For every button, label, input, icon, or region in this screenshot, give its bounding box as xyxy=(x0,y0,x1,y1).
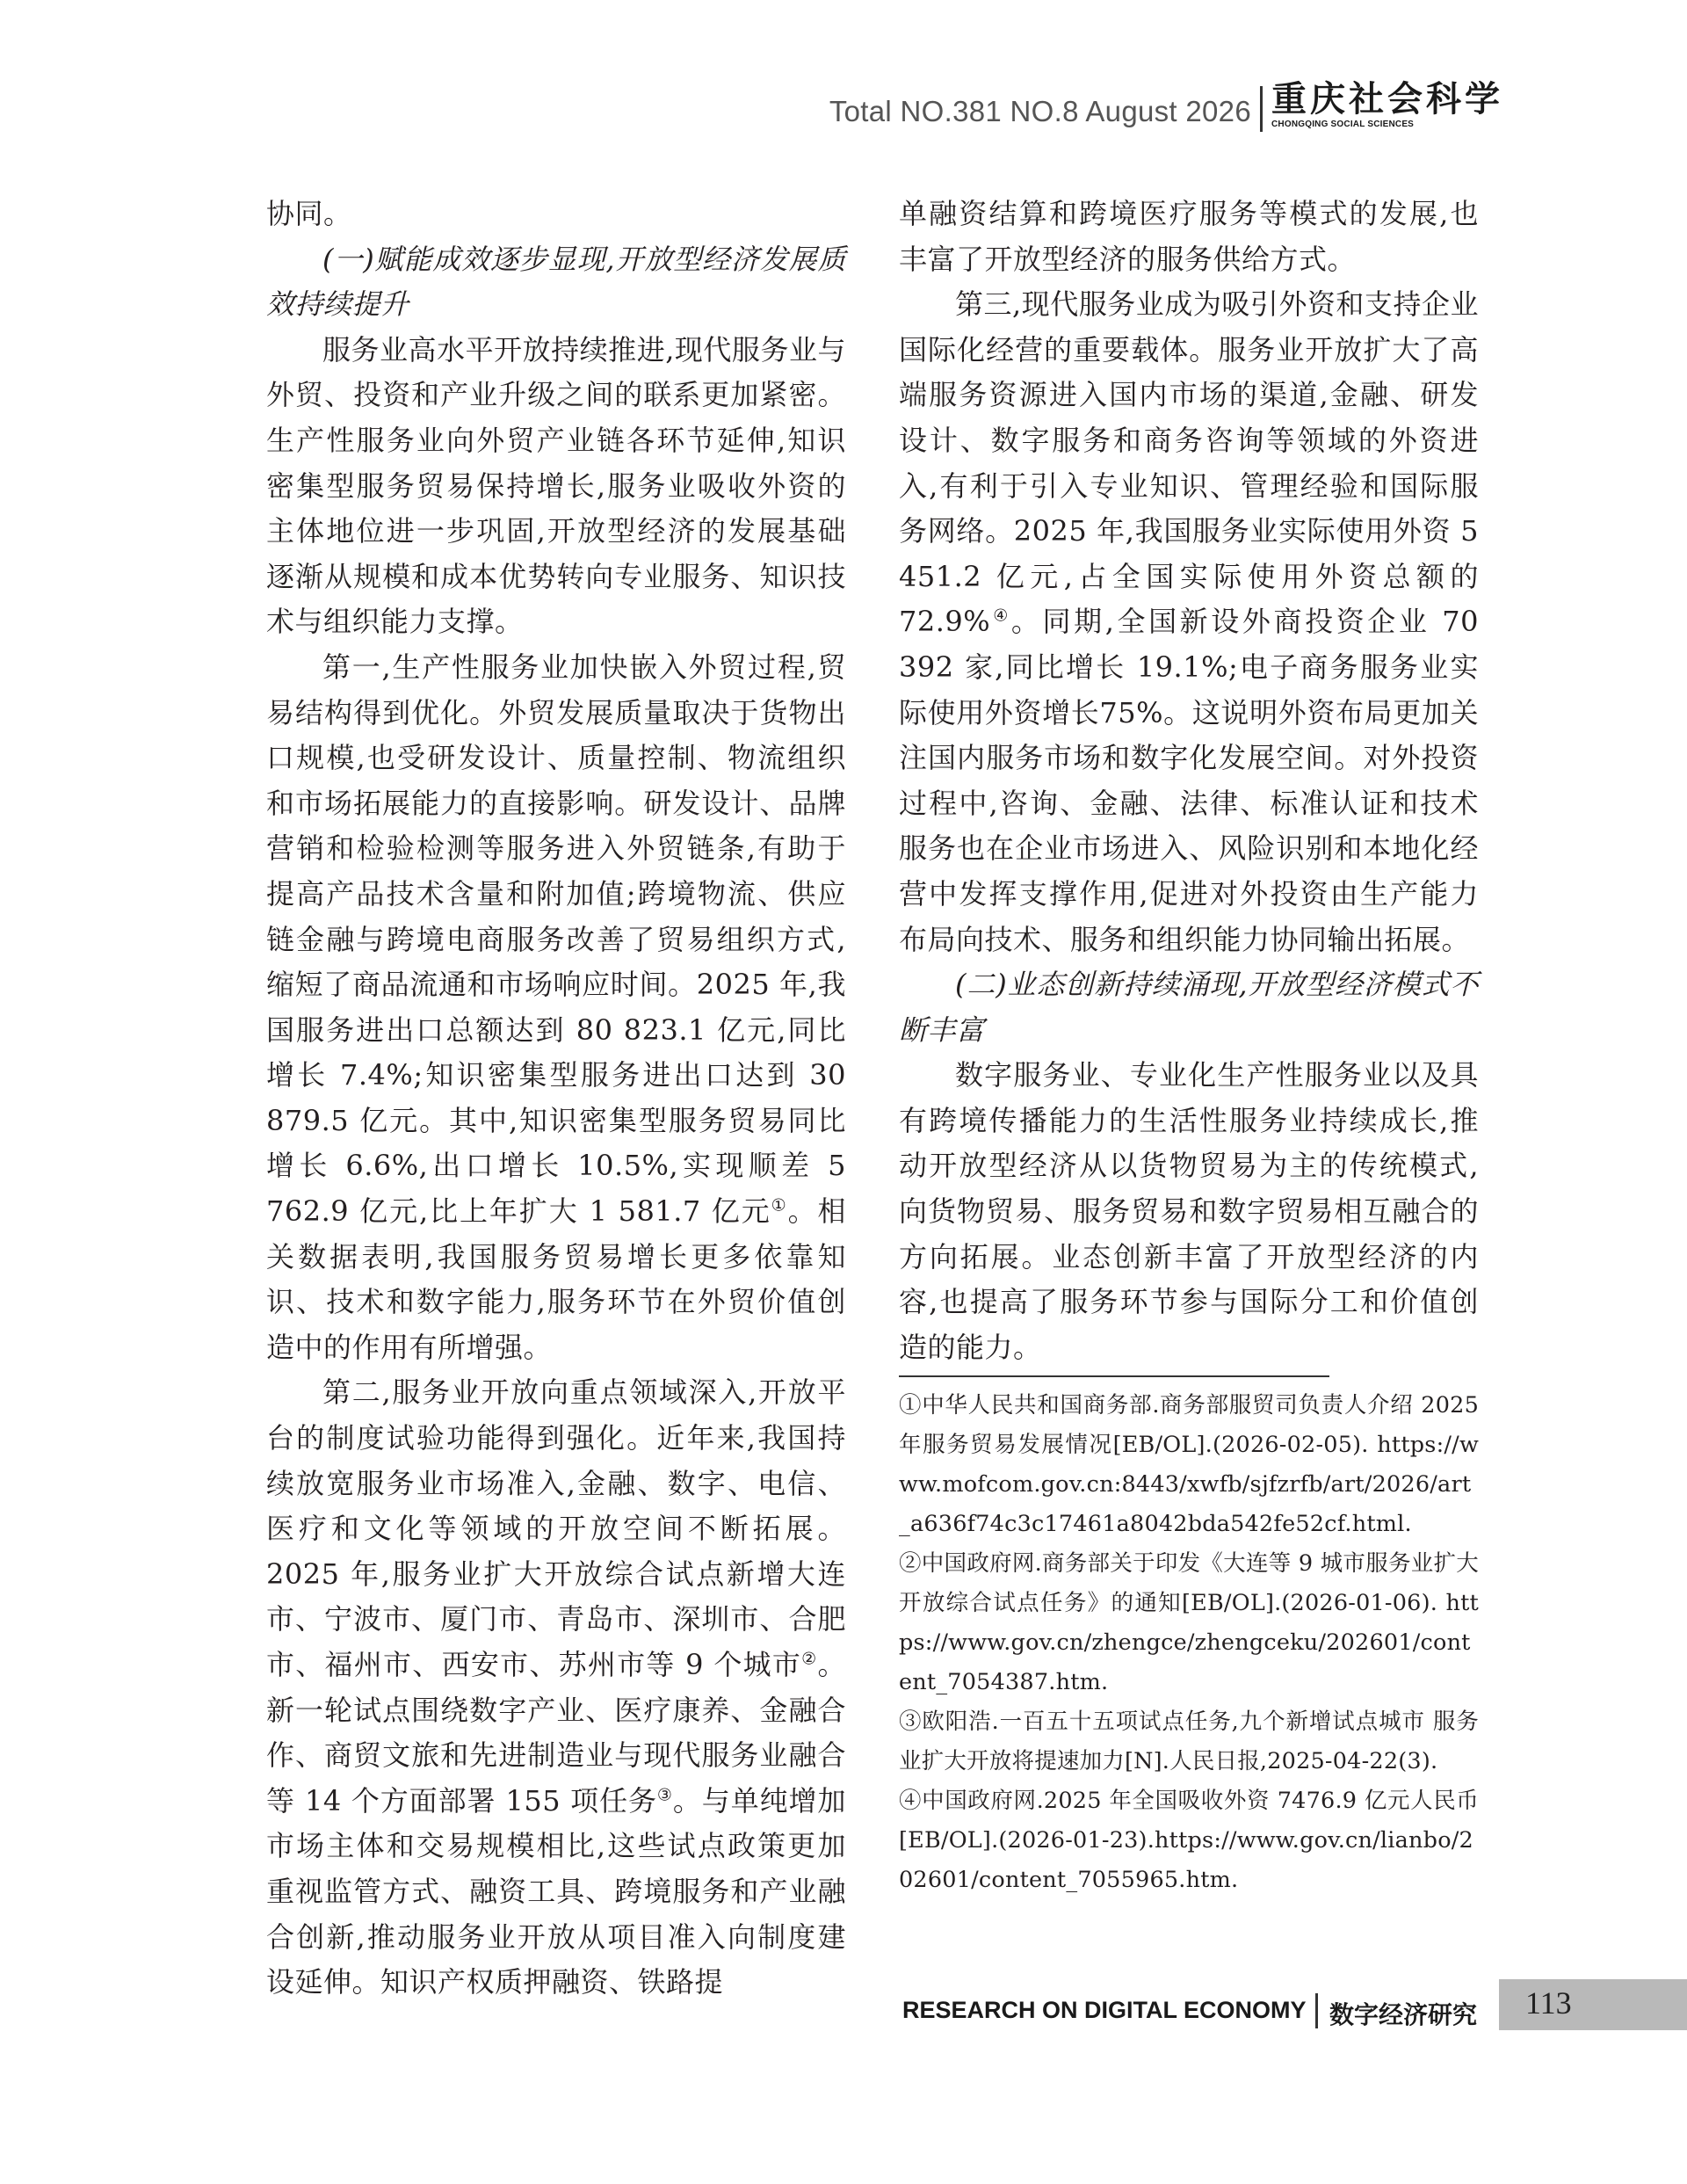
paragraph: 服务业高水平开放持续推进,现代服务业与外贸、投资和产业升级之间的联系更加紧密。生产性服务业向外贸产业链各环节延伸,知识密集型服务贸易保持增长,服务业吸收外资的主体地位进一步巩固,开放型经济的发展基础逐渐从规模和成本优势转向专业服务、知识技术与组织能力支撑。 xyxy=(266,332,846,639)
paragraph-text: 第二,服务业开放向重点领域深入,开放平台的制度试验功能得到强化。近年来,我国持续放宽服务业市场准入,金融、数字、电信、医疗和文化等领域的开放空间不断拓展。2025 年,服务业扩大开放综合试点新增大连市、宁波市、厦门市、青岛市、深圳市、合肥市、福州市、西安市、苏州市等 9 个城市 xyxy=(266,1375,846,1681)
footer-divider xyxy=(1315,1993,1318,2028)
paragraph-text: 。同期,全国新设外商投资企业 70 392 家,同比增长 19.1%;电子商务服务业实际使用外资增长75%。这说明外资布局更加关注国内服务市场和数字化发展空间。对外投资过程中,咨询、金融、法律、标准认证和技术服务也在企业市场进入、风险识别和本地化经营中发挥支撑作用,促进对外投资由生产能力布局向技术、服务和组织能力协同输出拓展。 xyxy=(899,605,1479,956)
footer-journal-cn: 数字经济研究 xyxy=(1329,2000,1478,2029)
paragraph-text: 第三,现代服务业成为吸引外资和支持企业国际化经营的重要载体。服务业开放扩大了高端服务资源进入国内市场的渠道,金融、研发设计、数字服务和商务咨询等领域的外资进入,有利于引入专业知识、管理经验和国际服务网络。2025 年,我国服务业实际使用外资 5 451.2 亿元,占全国实际使用外资总额的 72.9% xyxy=(899,287,1479,639)
footnote: ①中华人民共和国商务部.商务部服贸司负责人介绍 2025 年服务贸易发展情况[EB/OL].(2026-02-05). https://www.mofcom.gov.cn:8443/xwfb/sjfzrfb/art/2026/art_a636f74c3c17461a8042bda542fe52cf.html. xyxy=(899,1392,1479,1538)
left-column xyxy=(266,192,846,2006)
journal-title-cn: 重庆社会科学 xyxy=(1271,78,1503,120)
section-heading: (一)赋能成效逐步显现,开放型经济发展质效持续提升 xyxy=(266,242,846,322)
paragraph-text: 。新一轮试点围绕数字产业、医疗康养、金融合作、商贸文旅和先进制造业与现代服务业融合等 14 个方面部署 155 项任务 xyxy=(266,1648,846,1818)
footnote-ref: ① xyxy=(771,1195,788,1215)
paragraph xyxy=(266,1370,846,2005)
paragraph-text: 。与单纯增加市场主体和交易规模相比,这些试点政策更加重视监管方式、融资工具、跨境服务和产业融合创新,推动服务业开放从项目准入向制度建设延伸。知识产权质押融资、铁路提 xyxy=(266,1783,846,1999)
footnote-divider xyxy=(899,1375,1329,1377)
footnote-ref: ④ xyxy=(990,606,1011,626)
journal-title-en: CHONGQING SOCIAL SCIENCES xyxy=(1271,120,1415,129)
right-column xyxy=(899,192,1479,1900)
footnote-ref: ② xyxy=(801,1649,818,1669)
paragraph: 协同。 xyxy=(266,197,352,230)
footnote: ③欧阳浩.一百五十五项试点任务,九个新增试点城市 服务业扩大开放将提速加力[N].人民日报,2025-04-22(3). xyxy=(899,1709,1479,1775)
footnote: ④中国政府网.2025 年全国吸收外资 7476.9 亿元人民币[EB/OL].(2026-01-23).https://www.gov.cn/lianbo/202601/content_7055965.htm. xyxy=(899,1788,1479,1894)
footnote: ②中国政府网.商务部关于印发《大连等 9 城市服务业扩大开放综合试点任务》的通知[EB/OL].(2026-01-06). https://www.gov.cn/zhengce/zhengceku/202601/content_7054387.htm. xyxy=(899,1550,1479,1696)
journal-logo xyxy=(1271,78,1503,129)
section-heading: (二)业态创新持续涌现,开放型经济模式不断丰富 xyxy=(899,968,1479,1047)
footer-journal-en: RESEARCH ON DIGITAL ECONOMY xyxy=(902,1997,1307,2023)
paragraph-text: 。相关数据表明,我国服务贸易增长更多依靠知识、技术和数字能力,服务环节在外贸价值创造中的作用有所增强。 xyxy=(266,1194,846,1364)
paragraph: 单融资结算和跨境医疗服务等模式的发展,也丰富了开放型经济的服务供给方式。 xyxy=(899,197,1479,276)
page-number: 113 xyxy=(1525,1985,1572,2021)
paragraph xyxy=(899,282,1479,962)
issue-info: Total NO.381 NO.8 August 2026 xyxy=(829,95,1251,127)
header-divider xyxy=(1260,86,1263,132)
paragraph xyxy=(266,645,846,1371)
paragraph: 数字服务业、专业化生产性服务业以及具有跨境传播能力的生活性服务业持续成长,推动开放型经济从以货物贸易为主的传统模式,向货物贸易、服务贸易和数字贸易相互融合的方向拓展。业态创新丰富了开放型经济的内容,也提高了服务环节参与国际分工和价值创造的能力。 xyxy=(899,1058,1479,1364)
paragraph-text: 第一,生产性服务业加快嵌入外贸过程,贸易结构得到优化。外贸发展质量取决于货物出口规模,也受研发设计、质量控制、物流组织和市场拓展能力的直接影响。研发设计、品牌营销和检验检测等服务进入外贸链条,有助于提高产品技术含量和附加值;跨境物流、供应链金融与跨境电商服务改善了贸易组织方式,缩短了商品流通和市场响应时间。2025 年,我国服务进出口总额达到 80 823.1 亿元,同比增长 7.4%;知识密集型服务进出口达到 30 879.5 亿元。其中,知识密集型服务贸易同比增长 6.6%,出口增长 10.5%,实现顺差 5 762.9 亿元,比上年扩大 1 581.7 亿元 xyxy=(266,649,846,1229)
footnote-ref: ③ xyxy=(656,1785,673,1805)
